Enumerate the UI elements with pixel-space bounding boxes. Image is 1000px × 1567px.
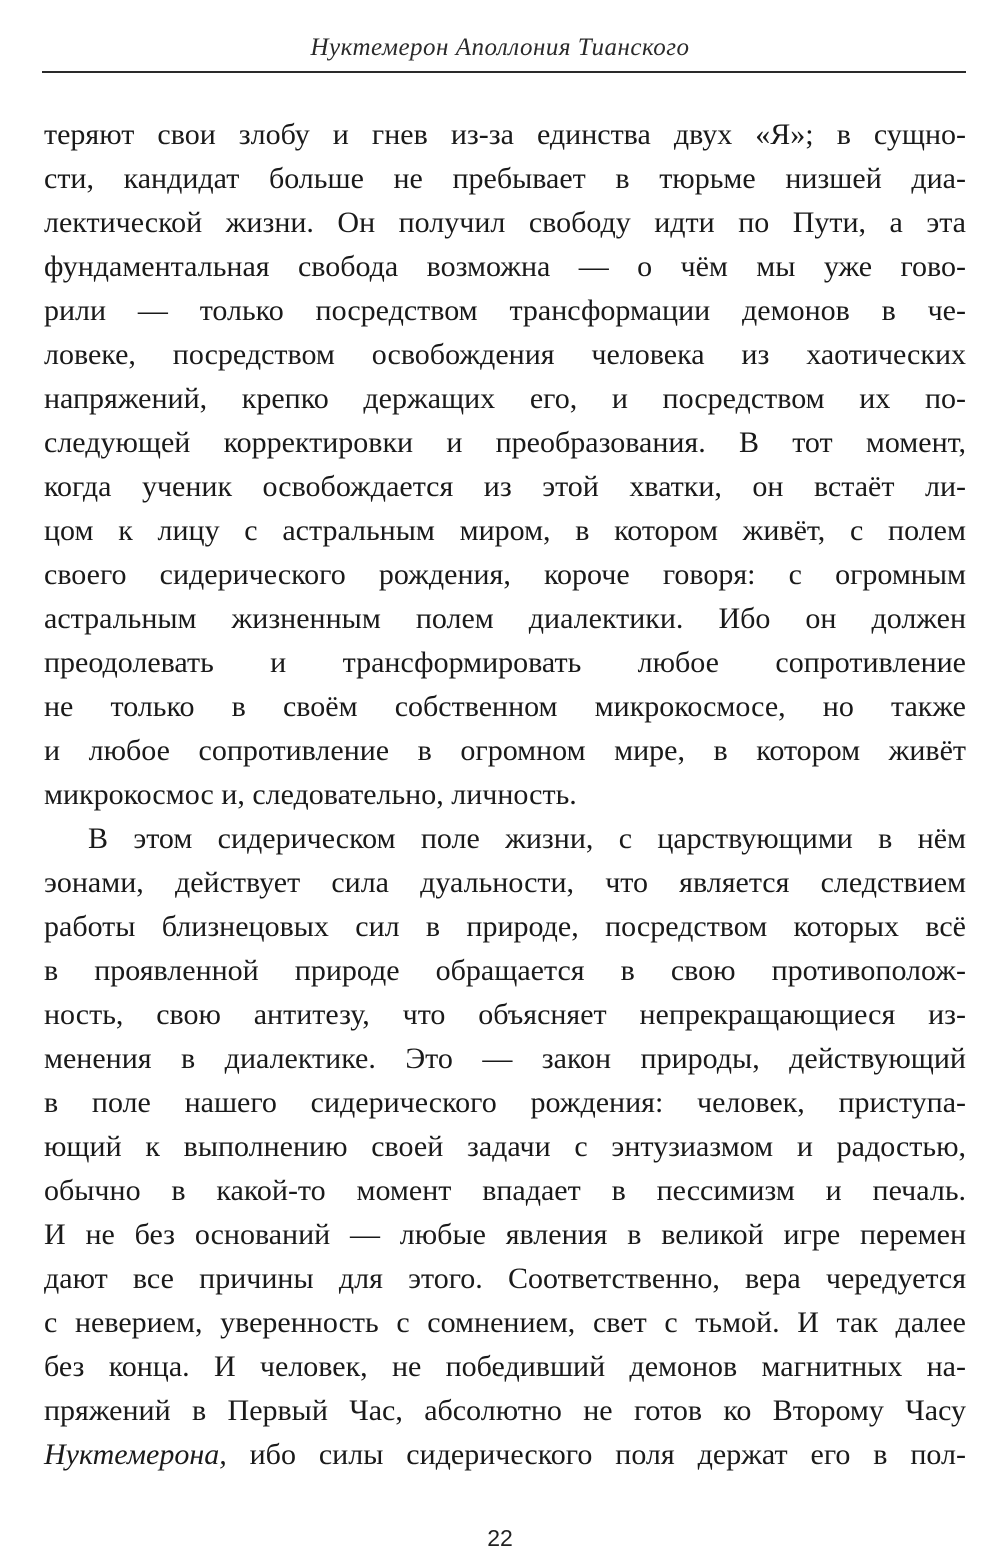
text-line-with-italic-title <box>44 1433 966 1477</box>
text-line: своего сидерического рождения, короче говоря: с огромным <box>44 558 966 591</box>
text-line: когда ученик освобождается из этой хватки, он встаёт ли- <box>44 470 966 503</box>
text-line: без конца. И человек, не победивший демонов магнитных на- <box>44 1350 966 1383</box>
paragraph-end-line: микрокосмос и, следовательно, личность. <box>44 778 577 811</box>
text-line: не только в своём собственном микрокосмосе, но также <box>44 690 966 723</box>
text-line: сти, кандидат больше не пребывает в тюрьме низшей диа- <box>44 162 966 195</box>
page-number: 22 <box>487 1525 513 1551</box>
text-line: в поле нашего сидерического рождения: человек, приступа- <box>44 1086 966 1119</box>
text-line: в проявленной природе обращается в свою противополож- <box>44 954 966 987</box>
text-line: менения в диалектике. Это — закон природы, действующий <box>44 1042 966 1075</box>
text-line: следующей корректировки и преобразования. В тот момент, <box>44 426 966 459</box>
text-line: И не без оснований — любые явления в великой игре перемен <box>44 1218 966 1251</box>
line-continuation: ибо силы сидерического поля держат его в пол- <box>226 1438 966 1471</box>
header-rule <box>42 71 966 73</box>
text-line: с неверием, уверенность с сомнением, свет с тьмой. И так далее <box>44 1306 966 1339</box>
text-line: рили — только посредством трансформации демонов в че- <box>44 294 966 327</box>
text-line: лектической жизни. Он получил свободу идти по Пути, а эта <box>44 206 966 239</box>
italic-title: Нуктемерона, <box>44 1438 227 1471</box>
text-line: преодолевать и трансформировать любое сопротивление <box>44 646 966 679</box>
text-line: и любое сопротивление в огромном мире, в котором живёт <box>44 734 966 767</box>
text-line: теряют свои злобу и гнев из-за единства двух «Я»; в сущно- <box>44 118 966 151</box>
text-line: работы близнецовых сил в природе, посредством которых всё <box>44 910 966 943</box>
running-head: Нуктемерон Аполлония Тианского <box>310 34 690 61</box>
text-line: ющий к выполнению своей задачи с энтузиазмом и радостью, <box>44 1130 966 1163</box>
text-line: ность, свою антитезу, что объясняет непрекращающиеся из- <box>44 998 966 1031</box>
text-line: ловеке, посредством освобождения человека из хаотических <box>44 338 966 371</box>
text-line: фундаментальная свобода возможна — о чём мы уже гово- <box>44 250 966 283</box>
text-line: пряжений в Первый Час, абсолютно не готов ко Второму Часу <box>44 1394 966 1427</box>
body-text <box>44 113 966 1477</box>
paragraph-start-line: В этом сидерическом поле жизни, с царствующими в нём <box>88 822 966 855</box>
text-line: напряжений, крепко держащих его, и посредством их по- <box>44 382 966 415</box>
text-line: обычно в какой-то момент впадает в пессимизм и печаль. <box>44 1174 966 1207</box>
text-line: цом к лицу с астральным миром, в котором живёт, с полем <box>44 514 966 547</box>
text-line: астральным жизненным полем диалектики. Ибо он должен <box>44 602 966 635</box>
text-line: эонами, действует сила дуальности, что является следствием <box>44 866 966 899</box>
text-line: дают все причины для этого. Соответственно, вера чередуется <box>44 1262 966 1295</box>
